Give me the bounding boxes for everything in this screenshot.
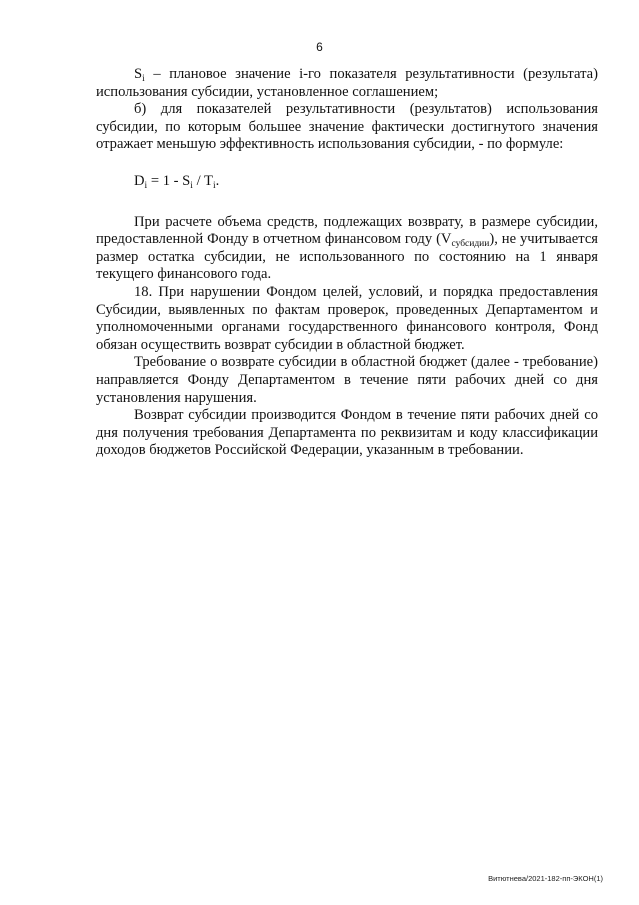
subscript-i: i (142, 74, 145, 84)
paragraph-si-definition (96, 66, 598, 101)
variable-s: S (134, 66, 143, 82)
page-number: 6 (316, 40, 323, 54)
paragraph-refund: Возврат субсидии производится Фондом в течение пяти рабочих дней со дня получения требования Департамента по реквизитам и коду классификации доходов бюджетов Российской Федерации, указанным в требовании. (96, 407, 598, 459)
formula-lhs: D (134, 172, 145, 189)
formula-mid: = 1 - S (147, 172, 191, 189)
paragraph-requirement: Требование о возврате субсидии в областной бюджет (далее - требование) направляется Фонду Департаментом в течение пяти рабочих дней со дня установления нарушения. (96, 354, 598, 406)
paragraph-text: ), не учитывается размер остатка субсидии, не использованного по состоянию на 1 января текущего финансового года. (96, 231, 599, 283)
paragraph-text: – плановое значение i-го показателя результативности (результата) использования субсидии, установленное соглашением; (96, 66, 598, 100)
formula-slash: / T (192, 172, 213, 189)
paragraph-18: 18. При нарушении Фондом целей, условий, и порядка предоставления Субсидии, выявленных по фактам проверок, проведенных Департаментом и уполномоченными органами государственного финансового контроля, Фонд обязан осуществить возврат субсидии в областной бюджет. (96, 283, 598, 353)
formula-lhs-sub: i (144, 180, 148, 191)
formula-mid-sub: i (190, 180, 193, 191)
document-footer-code: Витютнева/2021-182-пп-ЭКОН(1) (488, 874, 603, 883)
subscript-subsidy: субсидии (451, 239, 490, 250)
paragraph-item-b: б) для показателей результативности (результатов) использования субсидии, по которым большее значение фактически достигнутого значения отражает меньшую эффективность использования субсидии, - по формуле: (96, 101, 598, 153)
formula-di (96, 173, 598, 191)
document-body (96, 66, 598, 460)
formula-end: . (215, 172, 220, 189)
paragraph-calculation (96, 214, 598, 284)
formula-rhs-sub: i (212, 180, 216, 191)
paragraph-text: При расчете объема средств, подлежащих возврату, в размере субсидии, предоставленной Фонду в отчетном финансовом году (V (96, 213, 598, 248)
